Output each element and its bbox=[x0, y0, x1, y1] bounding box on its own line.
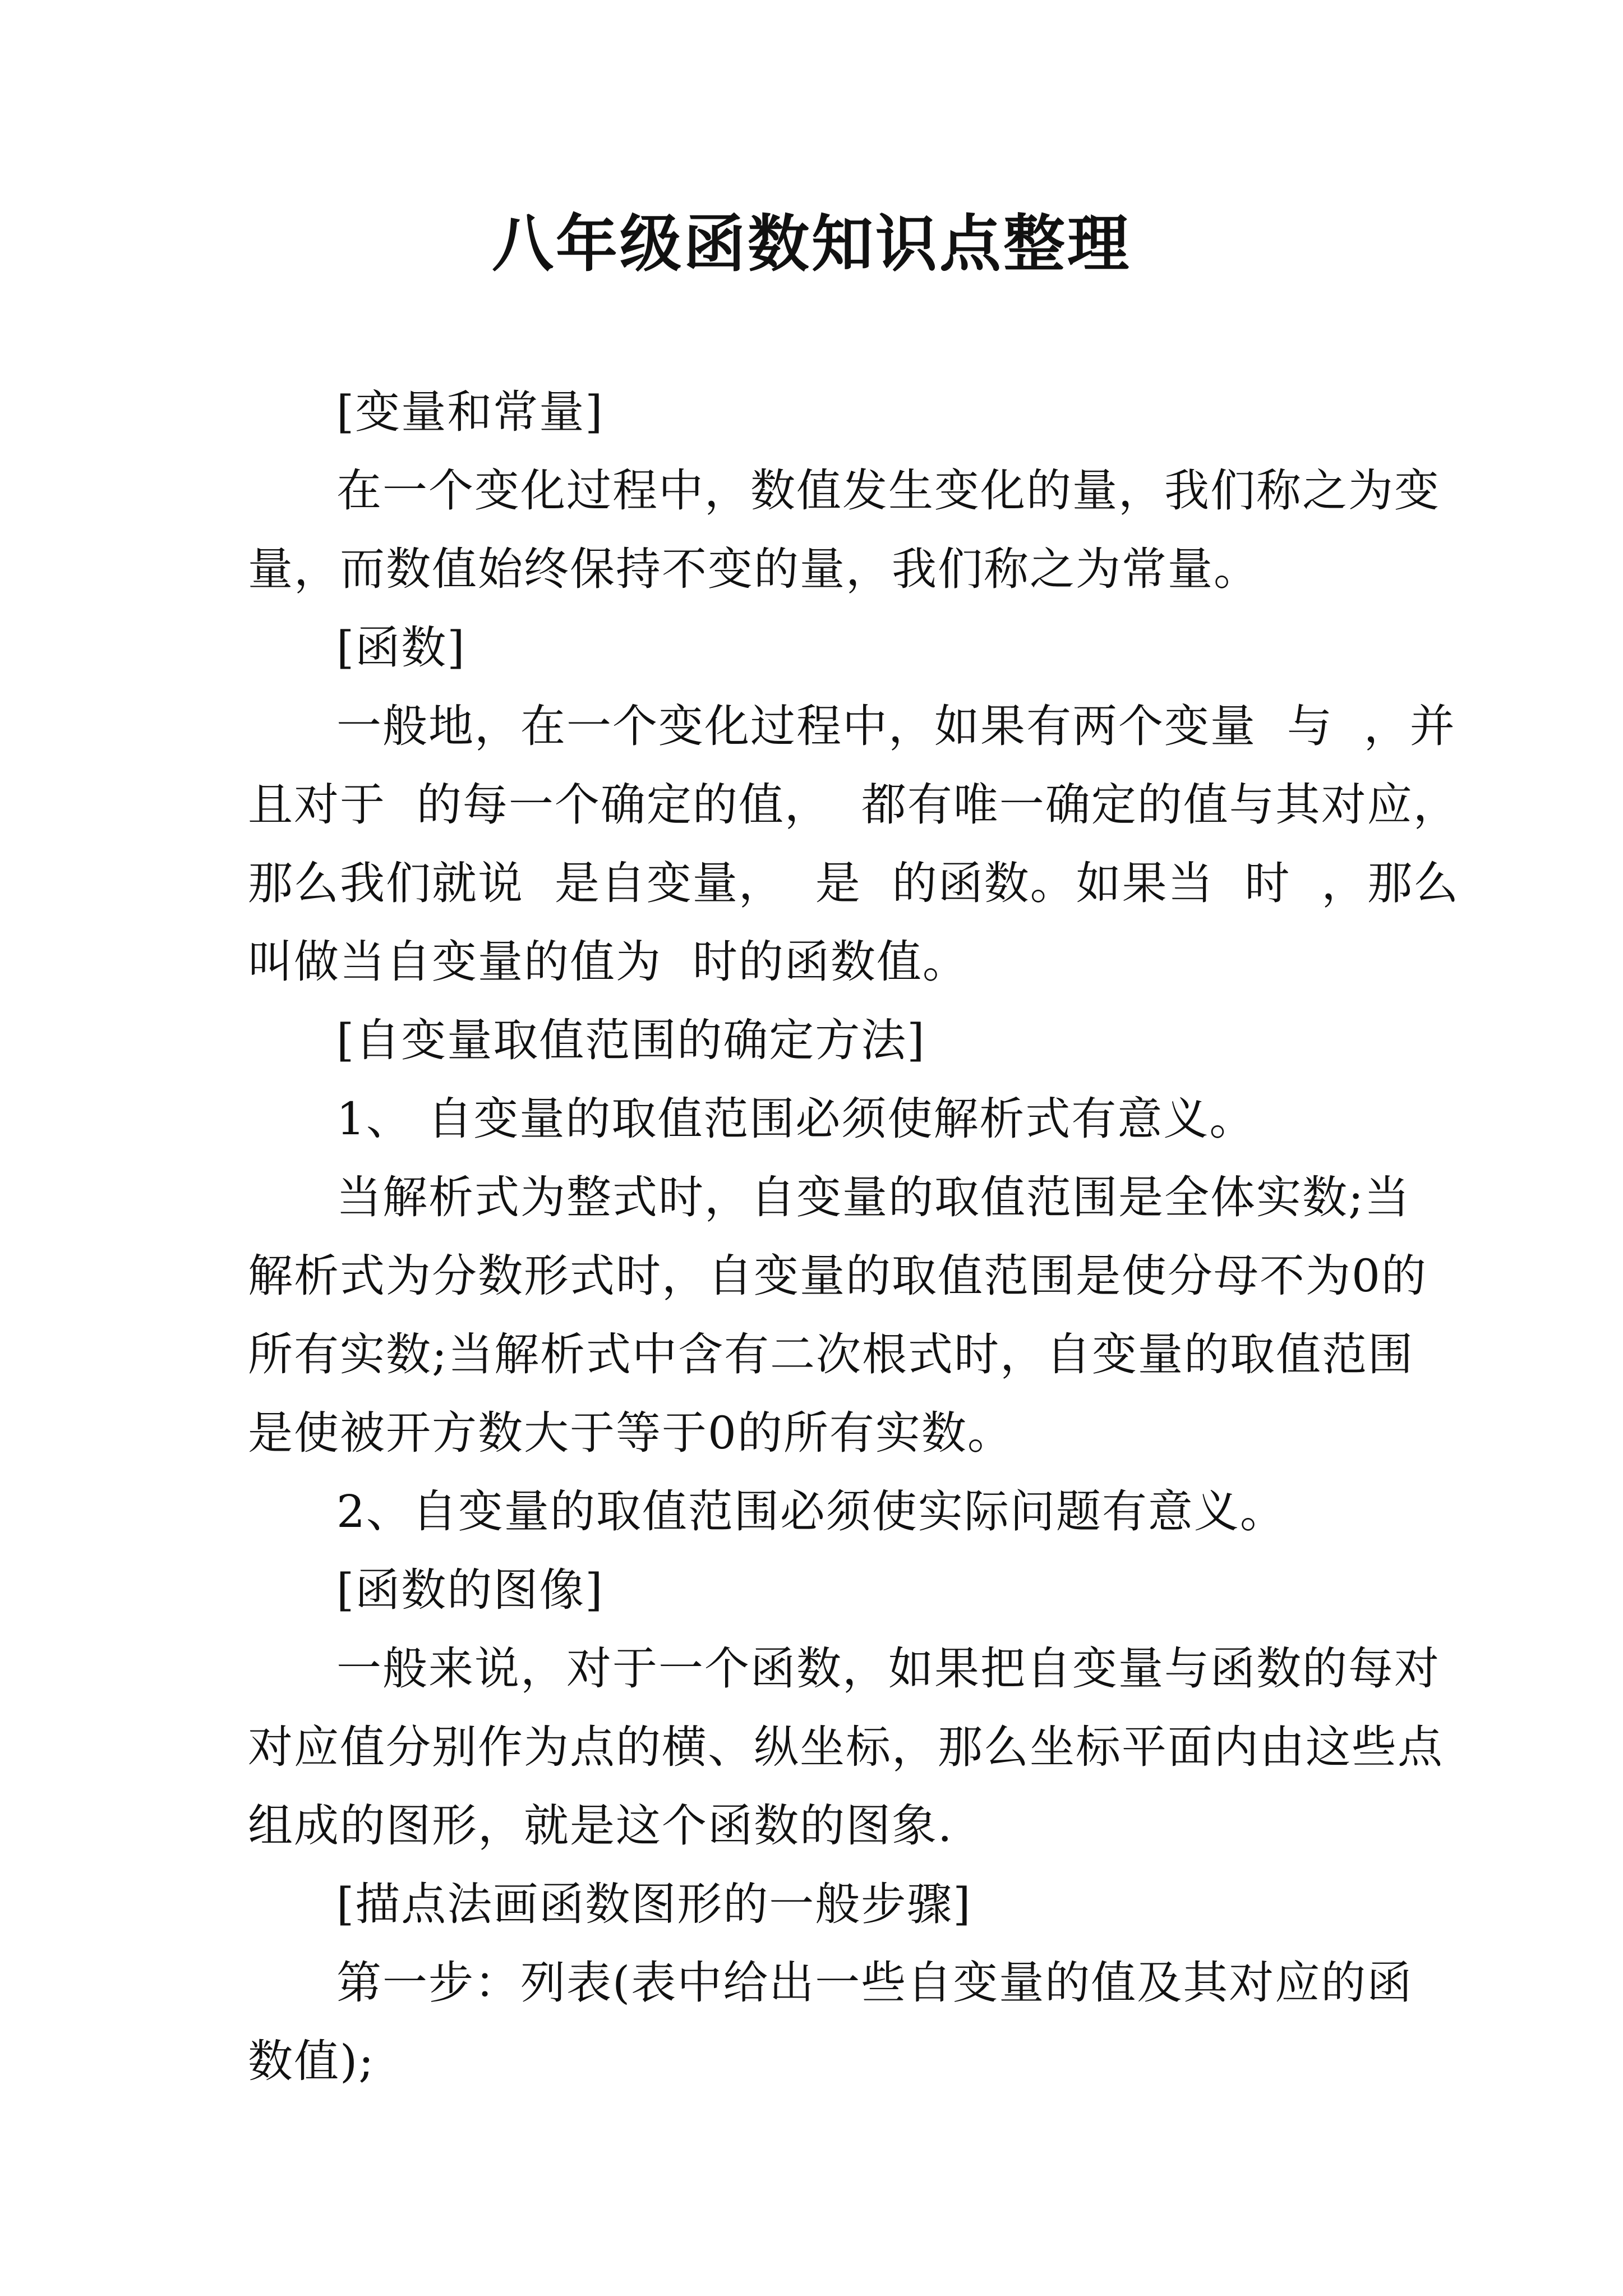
paragraph-line: 且对于 的每一个确定的值， 都有唯一确定的值与其对应， bbox=[248, 779, 1459, 831]
paragraph-line: 一般地，在一个变化过程中，如果有两个变量 与 ，并 bbox=[336, 700, 1456, 752]
paragraph-line: 那么我们就说 是自变量， 是 的函数。如果当 时 ，那么 bbox=[248, 857, 1460, 909]
paragraph-line: 是使被开方数大于等于0的所有实数。 bbox=[248, 1407, 1013, 1459]
paragraph-line: 在一个变化过程中，数值发生变化的量，我们称之为变 bbox=[336, 464, 1440, 517]
paragraph-line: 第一步：列表(表中给出一些自变量的值及其对应的函 bbox=[336, 1957, 1413, 2009]
section-heading-function: [函数] bbox=[336, 622, 466, 674]
paragraph-line: 量，而数值始终保持不变的量，我们称之为常量。 bbox=[248, 543, 1260, 595]
paragraph-line: 组成的图形，就是这个函数的图象. bbox=[248, 1800, 953, 1852]
section-heading-domain-method: [自变量取值范围的确定方法] bbox=[336, 1014, 926, 1066]
section-heading-plotting-steps: [描点法画函数图形的一般步骤] bbox=[336, 1878, 972, 1930]
paragraph-line: 数值); bbox=[248, 2035, 375, 2087]
paragraph-line: 解析式为分数形式时，自变量的取值范围是使分母不为0的 bbox=[248, 1250, 1427, 1302]
paragraph-line: 叫做当自变量的值为 时的函数值。 bbox=[248, 936, 969, 988]
document-title: 八年级函数知识点整理 bbox=[492, 208, 1131, 280]
list-item: 1、 自变量的取值范围必须使解析式有意义。 bbox=[336, 1093, 1256, 1145]
paragraph-line: 一般来说，对于一个函数，如果把自变量与函数的每对 bbox=[336, 1642, 1440, 1695]
section-heading-variables: [变量和常量] bbox=[336, 386, 604, 438]
paragraph-line: 当解析式为整式时，自变量的取值范围是全体实数;当 bbox=[336, 1171, 1410, 1223]
paragraph-line: 对应值分别作为点的横、纵坐标，那么坐标平面内由这些点 bbox=[248, 1721, 1444, 1773]
paragraph-line: 所有实数;当解析式中含有二次根式时，自变量的取值范围 bbox=[248, 1328, 1414, 1381]
section-heading-graph: [函数的图像] bbox=[336, 1564, 604, 1616]
list-item: 2、自变量的取值范围必须使实际问题有意义。 bbox=[336, 1485, 1286, 1538]
